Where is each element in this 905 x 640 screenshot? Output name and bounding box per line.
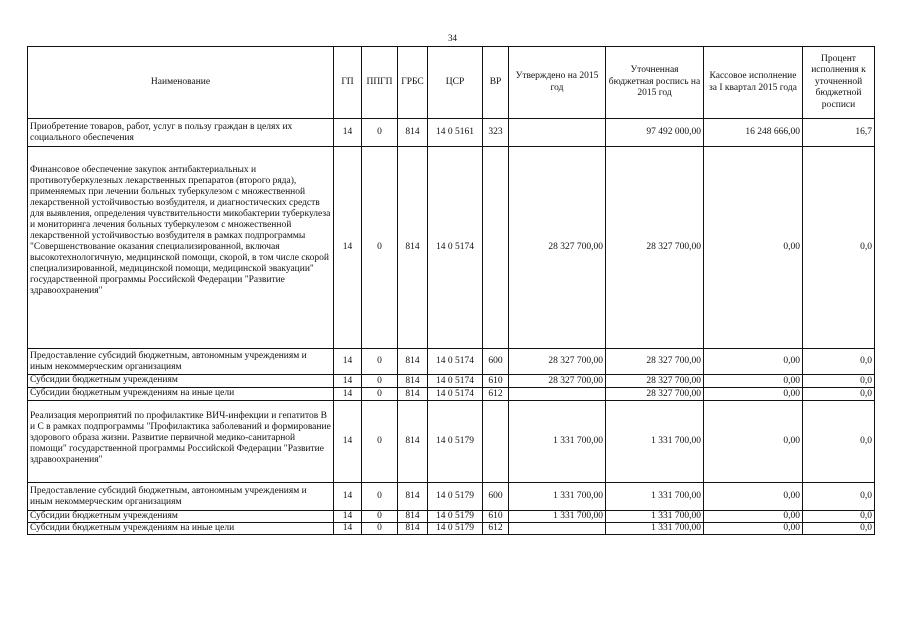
row-cash: 0,00 xyxy=(704,401,803,483)
row-refined: 97 492 000,00 xyxy=(606,119,704,147)
row-name: Приобретение товаров, работ, услуг в пользу граждан в целях их социального обеспечения xyxy=(28,119,334,147)
row-cash: 0,00 xyxy=(704,523,803,535)
row-csr: 14 0 5179 xyxy=(428,523,483,535)
row-cash: 0,00 xyxy=(704,511,803,523)
row-percent: 0,0 xyxy=(803,523,875,535)
budget-execution-table xyxy=(27,46,875,535)
col-header-grbs: ГРБС xyxy=(398,47,428,119)
table-row xyxy=(28,375,875,388)
row-gp: 14 xyxy=(334,147,362,349)
row-percent: 0,0 xyxy=(803,388,875,401)
col-header-refined: Уточненная бюджетная роспись на 2015 год xyxy=(606,47,704,119)
row-csr: 14 0 5179 xyxy=(428,511,483,523)
row-name: Субсидии бюджетным учреждениям на иные цели xyxy=(28,523,334,535)
row-vr: 612 xyxy=(483,388,509,401)
row-percent: 0,0 xyxy=(803,511,875,523)
row-cash: 0,00 xyxy=(704,483,803,511)
row-percent: 0,0 xyxy=(803,147,875,349)
row-gp: 14 xyxy=(334,511,362,523)
row-ppgp: 0 xyxy=(362,483,398,511)
row-refined: 1 331 700,00 xyxy=(606,483,704,511)
row-grbs: 814 xyxy=(398,388,428,401)
row-refined: 28 327 700,00 xyxy=(606,349,704,375)
row-grbs: 814 xyxy=(398,119,428,147)
row-refined: 1 331 700,00 xyxy=(606,523,704,535)
row-percent: 0,0 xyxy=(803,483,875,511)
table-row xyxy=(28,388,875,401)
table-row xyxy=(28,349,875,375)
row-cash: 16 248 666,00 xyxy=(704,119,803,147)
row-name: Предоставление субсидий бюджетным, автономным учреждениям и иным некоммерческим организациям xyxy=(28,349,334,375)
row-vr xyxy=(483,147,509,349)
row-csr: 14 0 5161 xyxy=(428,119,483,147)
row-name: Субсидии бюджетным учреждениям на иные цели xyxy=(28,388,334,401)
row-percent: 0,0 xyxy=(803,401,875,483)
row-csr: 14 0 5174 xyxy=(428,147,483,349)
row-grbs: 814 xyxy=(398,147,428,349)
row-refined: 1 331 700,00 xyxy=(606,511,704,523)
table-row xyxy=(28,511,875,523)
table-row xyxy=(28,401,875,483)
row-vr: 612 xyxy=(483,523,509,535)
row-cash: 0,00 xyxy=(704,388,803,401)
row-percent: 0,0 xyxy=(803,349,875,375)
row-vr: 610 xyxy=(483,511,509,523)
row-ppgp: 0 xyxy=(362,511,398,523)
row-vr: 610 xyxy=(483,375,509,388)
row-approved: 28 327 700,00 xyxy=(509,147,606,349)
row-csr: 14 0 5174 xyxy=(428,388,483,401)
row-grbs: 814 xyxy=(398,483,428,511)
row-vr xyxy=(483,401,509,483)
table-row xyxy=(28,523,875,535)
row-cash: 0,00 xyxy=(704,375,803,388)
row-csr: 14 0 5179 xyxy=(428,401,483,483)
row-ppgp: 0 xyxy=(362,375,398,388)
row-ppgp: 0 xyxy=(362,349,398,375)
row-vr: 600 xyxy=(483,349,509,375)
row-approved: 28 327 700,00 xyxy=(509,375,606,388)
row-cash: 0,00 xyxy=(704,349,803,375)
row-gp: 14 xyxy=(334,483,362,511)
row-vr: 600 xyxy=(483,483,509,511)
row-csr: 14 0 5174 xyxy=(428,375,483,388)
row-csr: 14 0 5179 xyxy=(428,483,483,511)
row-refined: 28 327 700,00 xyxy=(606,147,704,349)
row-approved xyxy=(509,119,606,147)
row-ppgp: 0 xyxy=(362,119,398,147)
row-grbs: 814 xyxy=(398,375,428,388)
row-approved xyxy=(509,388,606,401)
col-header-name: Наименование xyxy=(28,47,334,119)
table-row xyxy=(28,119,875,147)
row-percent: 0,0 xyxy=(803,375,875,388)
row-grbs: 814 xyxy=(398,401,428,483)
col-header-csr: ЦСР xyxy=(428,47,483,119)
page-number: 34 xyxy=(448,33,457,43)
table-row xyxy=(28,483,875,511)
row-approved: 28 327 700,00 xyxy=(509,349,606,375)
row-grbs: 814 xyxy=(398,349,428,375)
row-ppgp: 0 xyxy=(362,147,398,349)
col-header-gp: ГП xyxy=(334,47,362,119)
header-row xyxy=(28,47,875,119)
row-approved xyxy=(509,523,606,535)
row-approved: 1 331 700,00 xyxy=(509,511,606,523)
row-gp: 14 xyxy=(334,375,362,388)
col-header-approved: Утверждено на 2015 год xyxy=(509,47,606,119)
row-gp: 14 xyxy=(334,523,362,535)
row-name: Предоставление субсидий бюджетным, автономным учреждениям и иным некоммерческим организациям xyxy=(28,483,334,511)
row-percent: 16,7 xyxy=(803,119,875,147)
table-row xyxy=(28,147,875,349)
row-refined: 1 331 700,00 xyxy=(606,401,704,483)
row-approved: 1 331 700,00 xyxy=(509,483,606,511)
row-refined: 28 327 700,00 xyxy=(606,375,704,388)
row-name: Финансовое обеспечение закупок антибактериальных и противотуберкулезных лекарственных препаратов (второго ряда), применяемых при лечении больных туберкулезом с множественной лекарственной устойчивостью возбудителя, и диагностических средств для выявления, определения чувствительности микобактерии туберкулеза и мониторинга лечения больных туберкулезом с множественной лекарственной устойчивостью возбудителя в рамках подпрограммы "Совершенствование оказания специализированной, включая высокотехнологичную, медицинской помощи, скорой, в том числе скорой специализированной, медицинской помощи, медицинской эвакуации" государственной программы Российской Федерации "Развитие здравоохранения" xyxy=(28,147,334,349)
row-vr: 323 xyxy=(483,119,509,147)
row-ppgp: 0 xyxy=(362,523,398,535)
col-header-cash: Кассовое исполнение за I квартал 2015 года xyxy=(704,47,803,119)
row-name: Субсидии бюджетным учреждениям xyxy=(28,375,334,388)
row-name: Субсидии бюджетным учреждениям xyxy=(28,511,334,523)
row-cash: 0,00 xyxy=(704,147,803,349)
row-csr: 14 0 5174 xyxy=(428,349,483,375)
col-header-ppgp: ППГП xyxy=(362,47,398,119)
col-header-percent: Процент исполнения к уточненной бюджетной росписи xyxy=(803,47,875,119)
row-ppgp: 0 xyxy=(362,388,398,401)
row-gp: 14 xyxy=(334,388,362,401)
row-name: Реализация мероприятий по профилактике ВИЧ-инфекции и гепатитов В и С в рамках подпрограммы "Профилактика заболеваний и формирование здорового образа жизни. Развитие первичной медико-санитарной помощи" государственной программы Российской Федерации "Развитие здравоохранения" xyxy=(28,401,334,483)
col-header-vr: ВР xyxy=(483,47,509,119)
row-ppgp: 0 xyxy=(362,401,398,483)
row-refined: 28 327 700,00 xyxy=(606,388,704,401)
row-gp: 14 xyxy=(334,119,362,147)
row-approved: 1 331 700,00 xyxy=(509,401,606,483)
row-grbs: 814 xyxy=(398,511,428,523)
row-grbs: 814 xyxy=(398,523,428,535)
row-gp: 14 xyxy=(334,401,362,483)
row-gp: 14 xyxy=(334,349,362,375)
